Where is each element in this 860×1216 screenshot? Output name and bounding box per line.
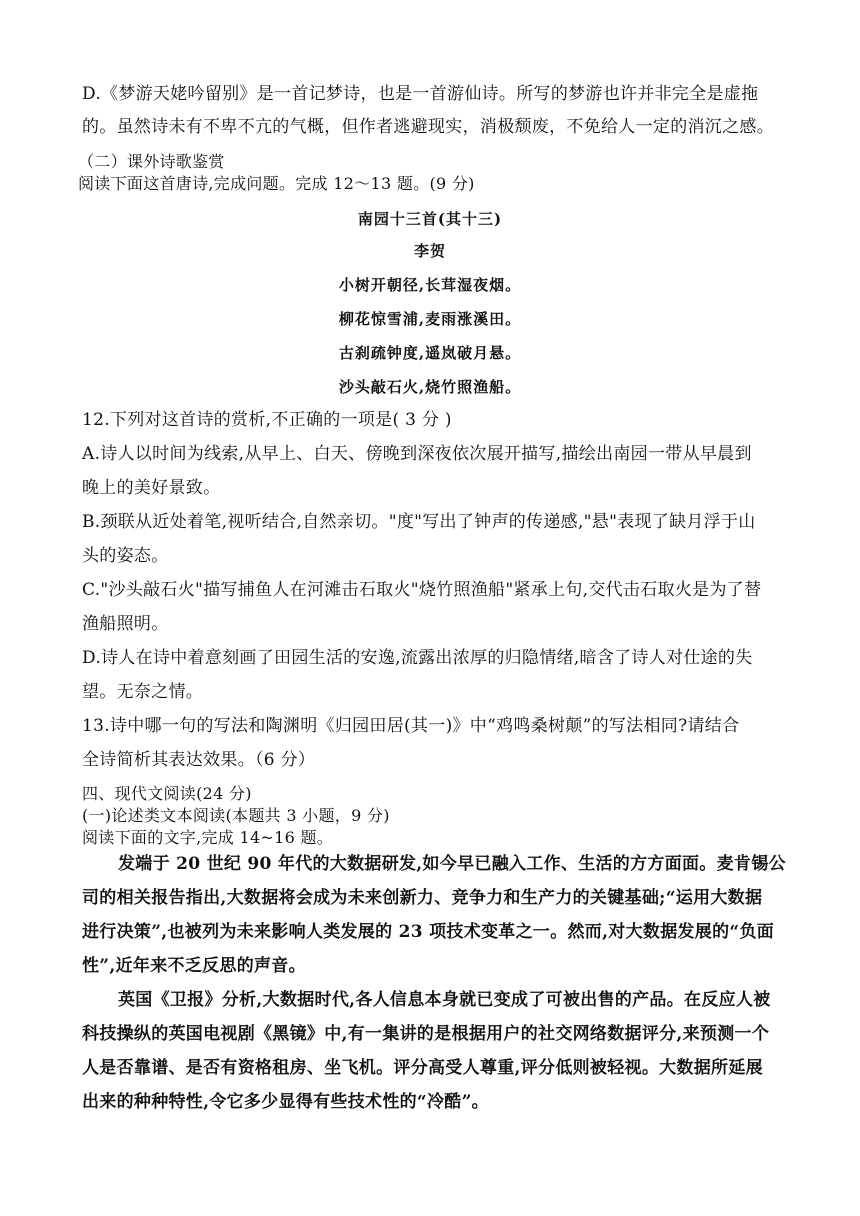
poem-line-4: 沙头敲石火,烧竹照渔船。 xyxy=(338,378,522,396)
option-d-line-2: 的。虽然诗未有不卑不亢的气概，但作者逃避现实，消极颓废，不免给人一定的消沉之感。 xyxy=(82,117,774,137)
poem-line-1: 小树开朝径,长茸湿夜烟。 xyxy=(338,276,522,294)
paragraph-1-line-4: 性”,近年来不乏反思的声音。 xyxy=(82,956,306,976)
paragraph-2-line-1: 英国《卫报》分析,大数据时代,各人信息本身就已变成了可被出售的产品。在反应人被 xyxy=(118,990,771,1010)
poem-author: 李贺 xyxy=(413,242,446,260)
poem-instruction: 阅读下面这首唐诗,完成问题。完成 12～13 题。(9 分) xyxy=(78,174,475,193)
question-13-line-2: 全诗简析其表达效果。（6 分） xyxy=(82,750,316,770)
section-heading-poetry: （二）课外诗歌鉴赏 xyxy=(78,152,225,171)
option-d-line-1: D.《梦游天姥吟留别》是一首记梦诗，也是一首游仙诗。所写的梦游也许并非完全是虚拖 xyxy=(82,84,759,104)
question-13-line-1: 13.诗中哪一句的写法和陶渊明《归园田居(其一)》中“鸡鸣桑树颠”的写法相同?请结合 xyxy=(82,716,740,736)
question-12-option-a-line-1: A.诗人以时间为线索,从早上、白天、傍晚到深夜依次展开描写,描绘出南园一带从早晨到 xyxy=(82,444,752,464)
poem-title: 南园十三首(其十三) xyxy=(357,210,503,228)
paragraph-1-line-3: 进行决策”,也被列为未来影响人类发展的 23 项技术变革之一。然而,对大数据发展的“负面 xyxy=(82,922,775,942)
paragraph-1-line-1: 发端于 20 世纪 90 年代的大数据研发,如今早已融入工作、生活的方方面面。麦肯锡公 xyxy=(118,854,786,874)
question-12-option-a-line-2: 晚上的美好景致。 xyxy=(82,478,221,498)
section-four-subheading: (一)论述类文本阅读(本题共 3 小题，9 分) xyxy=(82,806,390,825)
section-four-heading: 四、现代文阅读(24 分) xyxy=(82,784,252,803)
question-12-option-c-line-1: C."沙头敲石火"描写捕鱼人在河滩击石取火"烧竹照渔船"紧承上句,交代击石取火是为了替 xyxy=(82,580,762,600)
paragraph-2-line-4: 出来的种种特性,令它多少显得有些技术性的“冷酷”。 xyxy=(82,1092,489,1112)
paragraph-1-line-2: 司的相关报告指出,大数据将会成为未来创新力、竞争力和生产力的关键基础;“运用大数据 xyxy=(82,888,763,908)
poem-line-2: 柳花惊雪浦,麦雨涨溪田。 xyxy=(338,310,522,328)
question-12-option-d-line-2: 望。无奈之情。 xyxy=(82,682,204,702)
question-12-option-d-line-1: D.诗人在诗中着意刻画了田园生活的安逸,流露出浓厚的归隐情绪,暗含了诗人对仕途的失 xyxy=(82,648,753,668)
paragraph-2-line-3: 人是否靠谱、是否有资格租房、坐飞机。评分高受人尊重,评分低则被轻视。大数据所延展 xyxy=(82,1058,763,1078)
section-four-instruction: 阅读下面的文字,完成 14~16 题。 xyxy=(82,828,334,847)
poem-line-3: 古刹疏钟度,遥岚破月悬。 xyxy=(338,344,522,362)
question-12-stem: 12.下列对这首诗的赏析,不正确的一项是( 3 分 ) xyxy=(82,410,452,430)
question-12-option-b-line-2: 头的姿态。 xyxy=(82,546,169,566)
question-12-option-c-line-2: 渔船照明。 xyxy=(82,614,169,634)
paragraph-2-line-2: 科技操纵的英国电视剧《黑镜》中,有一集讲的是根据用户的社交网络数据评分,来预测一个 xyxy=(82,1024,770,1044)
question-12-option-b-line-1: B.颈联从近处着笔,视听结合,自然亲切。"度"写出了钟声的传递感,"悬"表现了缺月浮于山 xyxy=(82,512,756,532)
